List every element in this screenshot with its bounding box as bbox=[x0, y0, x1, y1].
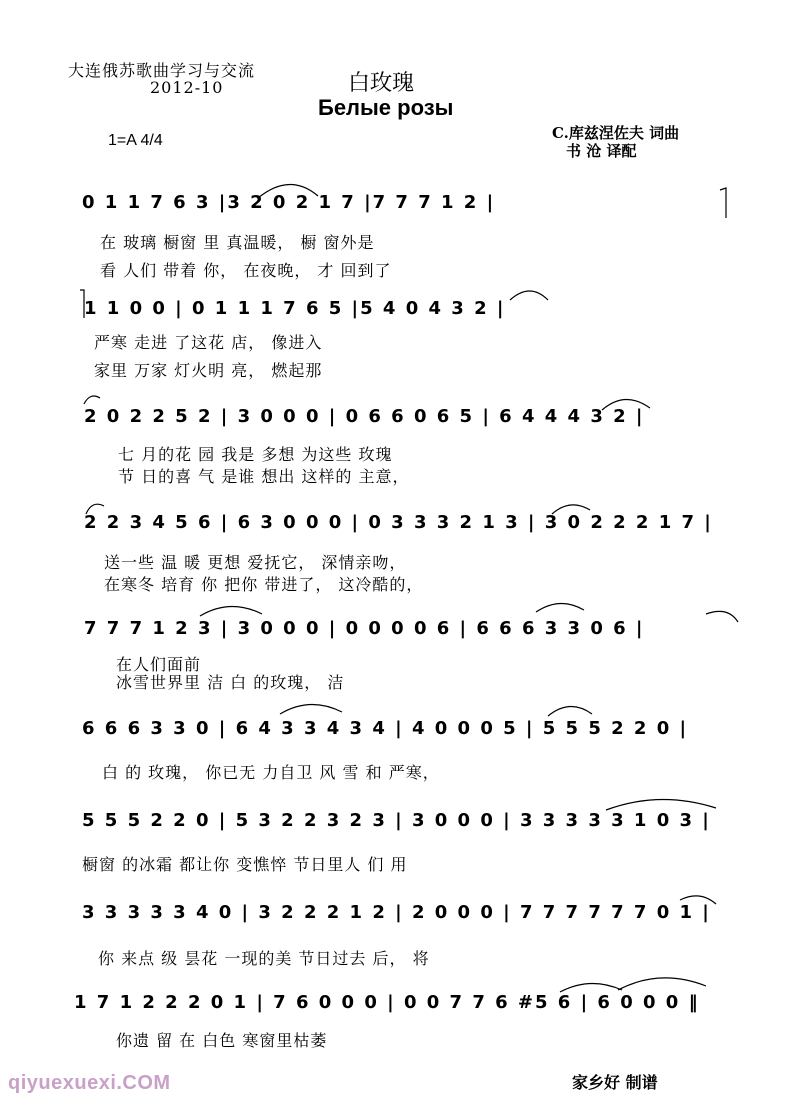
notation-line: 0 1 1 7 6 3 |3 2 0 2 1 7 |7 7 7 1 2 | bbox=[82, 192, 496, 213]
source-label: 大连俄苏歌曲学习与交流 bbox=[68, 61, 256, 80]
notation-line: 1 7 1 2 2 2 0 1 | 7 6 0 0 0 | 0 0 7 7 6 #5 6 | 6 0 0 0 ‖ bbox=[74, 992, 700, 1013]
credit-translator: 书 沧 译配 bbox=[566, 142, 637, 160]
date-label: 2012-10 bbox=[150, 78, 224, 97]
lyric-line: 看 人们 带着 你， 在夜晚， 才 回到了 bbox=[100, 261, 392, 280]
lyric-line: 橱窗 的冰霜 都让你 变憔悴 节日里人 们 用 bbox=[82, 855, 408, 874]
notation-line: 5 5 5 2 2 0 | 5 3 2 2 3 2 3 | 3 0 0 0 | 3 3 3 3 3 1 0 3 | bbox=[82, 810, 711, 831]
notation-line: 6 6 6 3 3 0 | 6 4 3 3 4 3 4 | 4 0 0 0 5 | 5 5 5 2 2 0 | bbox=[82, 718, 689, 739]
notation-line: 7 7 7 1 2 3 | 3 0 0 0 | 0 0 0 0 6 | 6 6 6 3 3 0 6 | bbox=[84, 618, 645, 639]
lyric-line: 白 的 玫瑰， 你已无 力自卫 风 雪 和 严寒， bbox=[102, 763, 440, 782]
lyric-line: 冰雪世界里 洁 白 的玫瑰， 洁 bbox=[116, 673, 345, 692]
notation-line: 2 2 3 4 5 6 | 6 3 0 0 0 | 0 3 3 3 2 1 3 | 3 0 2 2 2 1 7 | bbox=[84, 512, 713, 533]
lyric-line: 七 月的花 园 我是 多想 为这些 玫瑰 bbox=[118, 445, 393, 464]
lyric-line: 在 玻璃 橱窗 里 真温暖， 橱 窗外是 bbox=[100, 233, 375, 252]
lyric-line: 家里 万家 灯火明 亮， 燃起那 bbox=[94, 361, 323, 380]
lyric-line: 送一些 温 暖 更想 爱抚它， 深情亲吻， bbox=[104, 553, 407, 572]
lyric-line: 你 来点 级 昙花 一现的美 节日过去 后， 将 bbox=[98, 949, 430, 968]
title-chinese: 白玫瑰 bbox=[348, 71, 415, 96]
lyric-line: 在人们面前 bbox=[116, 655, 202, 674]
maker-credit: 家乡好 制谱 bbox=[572, 1073, 658, 1092]
title-russian: Белые розы bbox=[318, 95, 454, 120]
lyric-line: 节 日的喜 气 是谁 想出 这样的 主意， bbox=[118, 467, 410, 486]
lyric-line: 严寒 走进 了这花 店， 像进入 bbox=[94, 333, 323, 352]
lyric-line: 在寒冬 培育 你 把你 带进了， 这冷酷的， bbox=[104, 575, 424, 594]
notation-line: 2 0 2 2 5 2 | 3 0 0 0 | 0 6 6 0 6 5 | 6 4 4 4 3 2 | bbox=[84, 406, 645, 427]
key-signature: 1=A 4/4 bbox=[108, 132, 163, 149]
notation-line: 1 1 0 0 | 0 1 1 1 7 6 5 |5 4 0 4 3 2 | bbox=[84, 298, 506, 319]
watermark: qiyuexuexi.COM bbox=[8, 1072, 171, 1094]
notation-line: 3 3 3 3 3 4 0 | 3 2 2 2 1 2 | 2 0 0 0 | 7 7 7 7 7 7 0 1 | bbox=[82, 902, 711, 923]
lyric-line: 你遗 留 在 白色 寒窗里枯萎 bbox=[116, 1031, 328, 1050]
credit-composer: C.库兹涅佐夫 词曲 bbox=[552, 124, 680, 142]
